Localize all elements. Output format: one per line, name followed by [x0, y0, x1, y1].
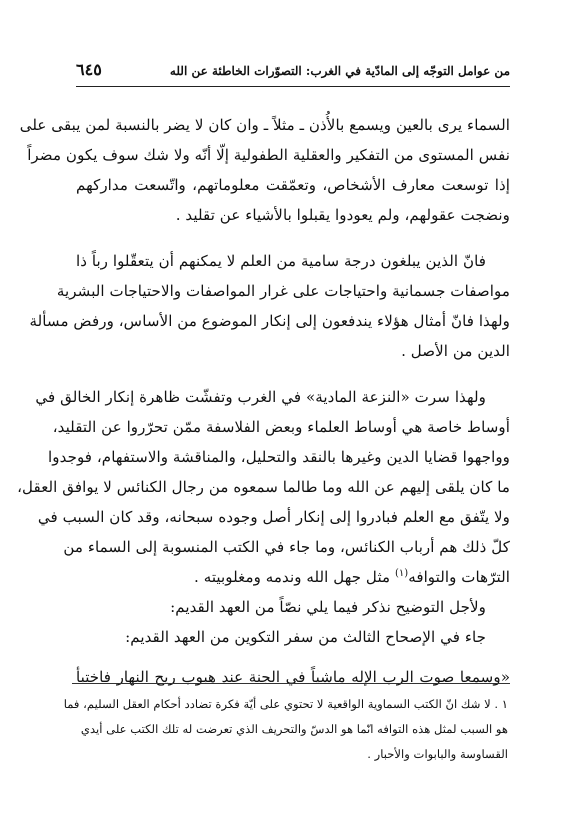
- main-text: [17, 110, 510, 692]
- text-line: ولأجل التوضيح نذكر فيما يلي نصّاً من العهد القديم:: [170, 598, 486, 616]
- text-line: السماء يرى بالعين ويسمع بالأُذن ـ مثلاً ـ وان كان لا يضر بالنسبة لمن يبقى على: [19, 116, 510, 134]
- paragraph-gap: [76, 652, 510, 662]
- text-line: نفس المستوى من التفكير والعقلية الطفولية إلّا أنّه ولا شك سوف يكون مضراً: [27, 146, 510, 164]
- text-line: ولهذا سرت «النزعة المادية» في الغرب وتفشّت ظاهرة إنكار الخالق في: [35, 388, 486, 406]
- text-line: ولهذا فانّ أمثال هؤلاء يندفعون إلى إنكار الموضوع من الأساس، ورفض مسألة: [29, 312, 510, 330]
- text-line: كلّ ذلك هم أرباب الكنائس، وما جاء في الكتب المنسوبة إلى السماء من: [63, 538, 510, 556]
- text-segment: الترّهات والتوافه: [408, 568, 510, 586]
- text-line: فانّ الذين يبلغون درجة سامية من العلم لا يمكنهم أن يتعقّلوا رباً ذا: [76, 252, 486, 270]
- text-line: ولا يتّفق مع العلم فبادروا إلى إنكار أصل وجوده سبحانه، وقد كان السبب في: [37, 508, 510, 526]
- paragraph-gap: [76, 366, 510, 382]
- text-line: ما كان يلقى إليهم عن الله وما طالما سمعوه من رجال الكنائس لا يوافق العقل،: [17, 478, 510, 496]
- page-number: ٦٤٥: [76, 60, 102, 79]
- text-line: إذا توسعت معارف الأشخاص، وتعمّقت معلوماتهم، واتّسعت مداركهم: [76, 176, 510, 194]
- text-line: جاء في الإصحاح الثالث من سفر التكوين من العهد القديم:: [125, 628, 486, 646]
- footnotes: [63, 692, 508, 767]
- text-line: «وسمعا صوت الرب الإله ماشياً في الجنة عند هبوب ريح النهار فاختبأ: [76, 668, 510, 686]
- text-line: [76, 562, 510, 592]
- page-header: [76, 60, 510, 87]
- footnote-line: ١ . لا شك انّ الكتب السماوية الواقعية لا تحتوي على أيّة فكرة تضادد أحكام العقل السليم، فما: [63, 697, 508, 711]
- text-line: وواجهوا قضايا الدين وغيرها بالنقد والتحليل، والمناقشة والاستفهام، فوجدوا: [48, 448, 510, 466]
- paragraph-gap: [76, 230, 510, 246]
- running-title: من عوامل التوجّه إلى المادّية في الغرب: التصوّرات الخاطئة عن الله: [169, 64, 510, 78]
- footnote-line: القساوسة والبابوات والأحبار .: [367, 747, 508, 761]
- text-line: الدين من الأصل .: [401, 342, 510, 360]
- text-segment: مثل جهل الله وندمه ومغلوبيته .: [194, 568, 391, 586]
- text-line: أوساط خاصة هي أوساط العلماء وبعض الفلاسفة ممّن تحرّروا عن التقليد،: [52, 418, 510, 436]
- text-line: مواصفات جسمانية واحتياجات على غرار المواصفات والاحتياجات البشرية: [56, 282, 510, 300]
- footnote-separator: [72, 683, 510, 684]
- footnote-reference[interactable]: (١): [395, 567, 409, 579]
- text-line: ونضجت عقولهم، ولم يعودوا يقبلوا بالأشياء عن تقليد .: [175, 206, 510, 224]
- footnote-line: هو السبب لمثل هذه التوافه انّما هو الدسّ والتحريف الذي تعرضت له تلك الكتب على أيدي: [80, 722, 508, 736]
